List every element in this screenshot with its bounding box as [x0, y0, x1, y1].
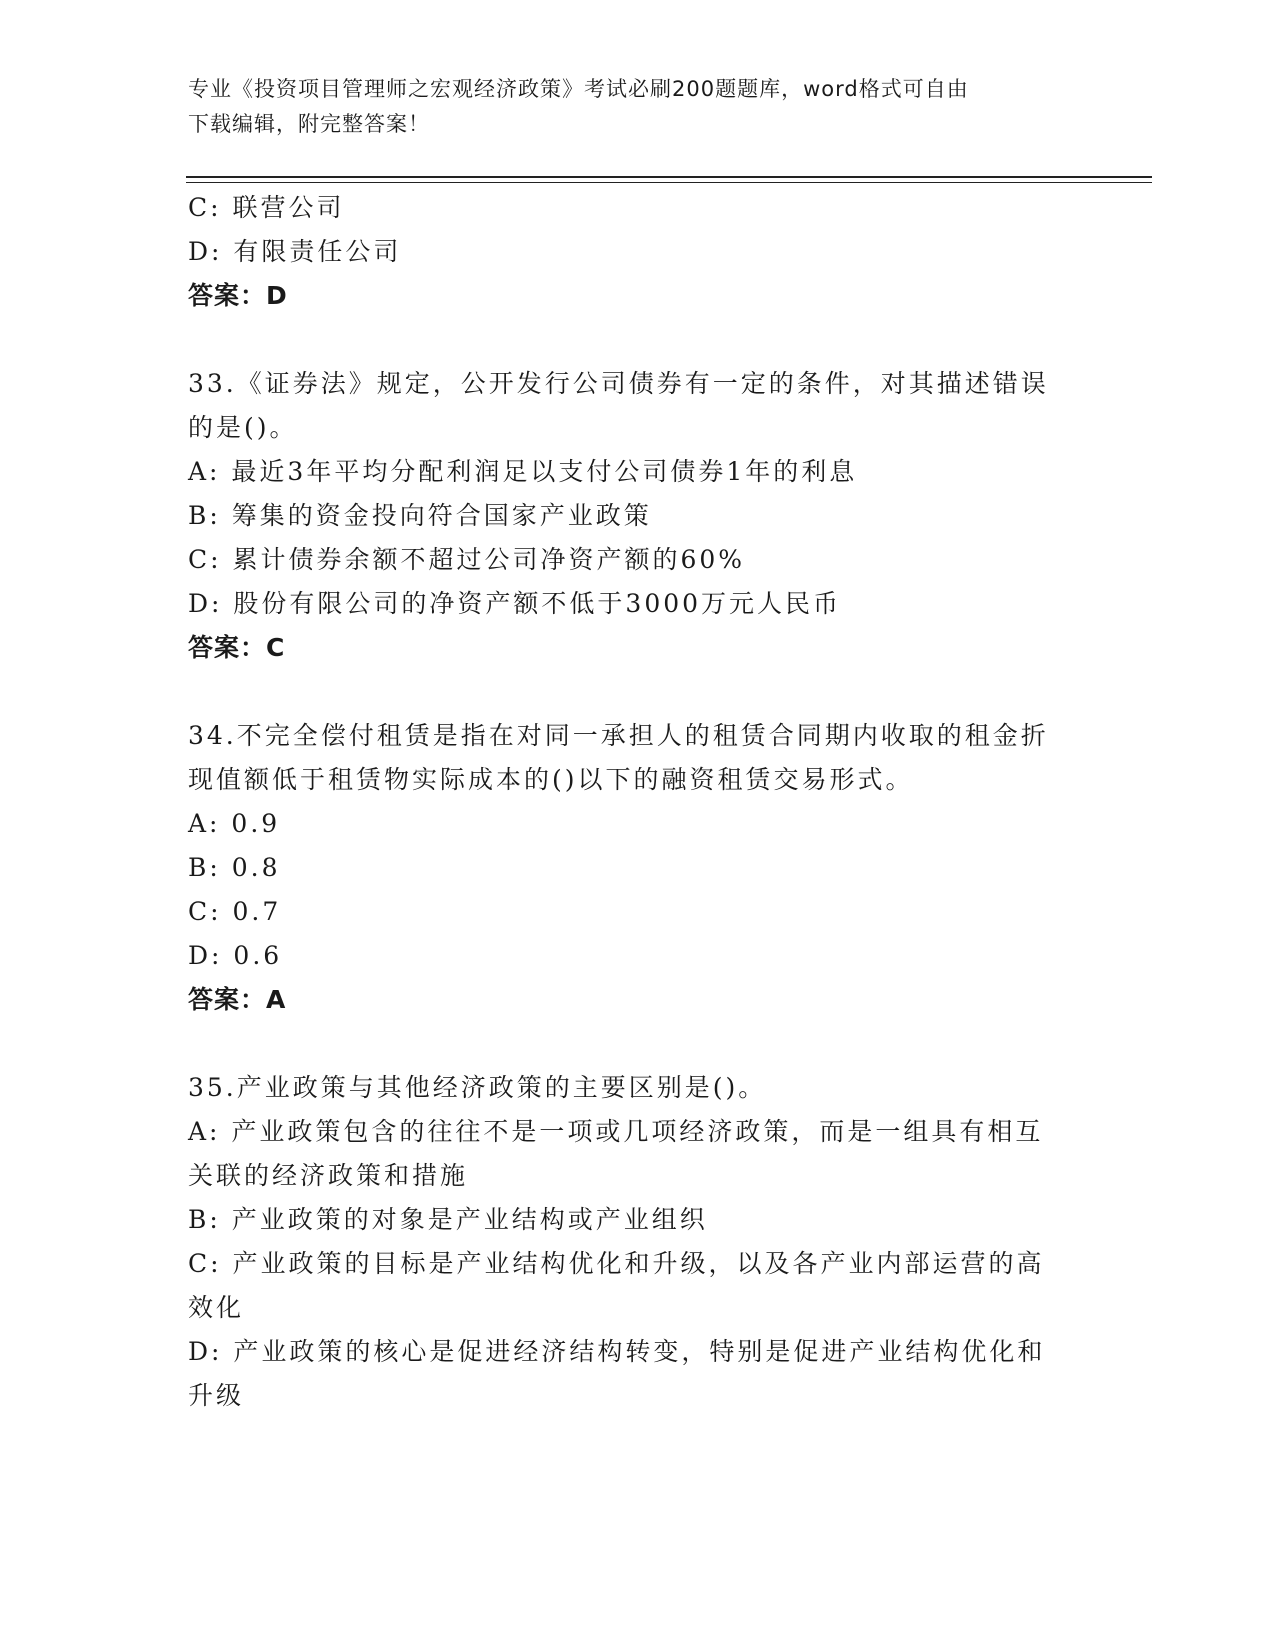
- header-line-2: 下载编辑，附完整答案！: [188, 112, 430, 136]
- q33-stem-line-2: 的是()。: [188, 413, 298, 442]
- q33-stem-line-1: 33.《证券法》规定，公开发行公司债券有一定的条件，对其描述错误: [188, 369, 1049, 398]
- q34-answer: 答案：A: [188, 985, 287, 1014]
- q32-answer: 答案：D: [188, 281, 288, 310]
- document-header: [188, 72, 1068, 142]
- q34-stem-line-2: 现值额低于租赁物实际成本的()以下的融资租赁交易形式。: [188, 765, 914, 794]
- q35-option-a-line-2: 关联的经济政策和措施: [188, 1161, 469, 1190]
- q35-option-d-line-1: D: 产业政策的核心是促进经济结构转变，特别是促进产业结构优化和: [188, 1337, 1046, 1366]
- q33-option-d: D: 股份有限公司的净资产额不低于3000万元人民币: [188, 589, 842, 618]
- header-divider-thick: [186, 176, 1152, 178]
- q32-option-d: D: 有限责任公司: [188, 237, 402, 266]
- q35-option-c-line-1: C: 产业政策的目标是产业结构优化和升级，以及各产业内部运营的高: [188, 1249, 1045, 1278]
- q34-option-d: D: 0.6: [188, 941, 283, 970]
- q33-option-a: A: 最近3年平均分配利润足以支付公司债券1年的利息: [188, 457, 858, 486]
- q35-option-a-line-1: A: 产业政策包含的往往不是一项或几项经济政策，而是一组具有相互: [188, 1117, 1044, 1146]
- q35-option-b: B: 产业政策的对象是产业结构或产业组织: [188, 1205, 708, 1234]
- q34-option-a: A: 0.9: [188, 809, 281, 838]
- header-line-1: 专业《投资项目管理师之宏观经济政策》考试必刷200题题库，word格式可自由: [188, 77, 969, 101]
- q33-option-c: C: 累计债券余额不超过公司净资产额的60%: [188, 545, 746, 574]
- header-divider-thin: [186, 182, 1152, 183]
- q35-option-d-line-2: 升级: [188, 1381, 245, 1410]
- q35-stem: 35.产业政策与其他经济政策的主要区别是()。: [188, 1073, 767, 1102]
- q33-option-b: B: 筹集的资金投向符合国家产业政策: [188, 501, 652, 530]
- q35-option-c-line-2: 效化: [188, 1293, 245, 1322]
- q34-stem-line-1: 34.不完全偿付租赁是指在对同一承担人的租赁合同期内收取的租金折: [188, 721, 1049, 750]
- q32-option-c: C: 联营公司: [188, 193, 345, 222]
- q34-option-b: B: 0.8: [188, 853, 281, 882]
- q34-option-c: C: 0.7: [188, 897, 282, 926]
- q33-answer: 答案：C: [188, 633, 286, 662]
